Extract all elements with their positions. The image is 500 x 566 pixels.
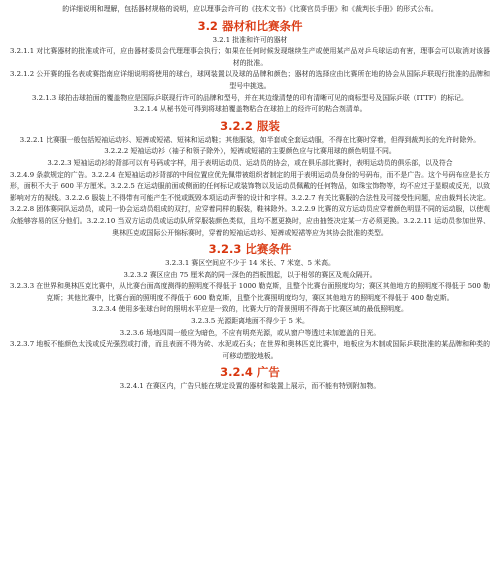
paragraph: 3.2.2.2 短袖运动衫（袖子和领子除外），短裤或短裙的主要颜色应与比赛用球的颜色明显不同。: [104, 147, 396, 156]
subheading-approved-equipment: 3.2.1 批准和许可的器材: [212, 35, 288, 44]
section-heading-advertising: 3.2.4 广告: [220, 365, 280, 380]
paragraph: 3.2.1.4 从秘书处可得到将球拍覆盖物粘合在球拍上的经许可的粘合剂清单。: [133, 105, 367, 114]
paragraph: 3.2.3.2 赛区应由 75 厘米高的同一深色的挡板围起，以于相邻的赛区及观众隔开。: [123, 270, 377, 279]
paragraph: 3.2.3.6 场地四周一般应为暗色，不应有明亮光源，或从窗户等透过未加遮盖的日光。: [119, 328, 381, 337]
paragraph: 3.2.4.9 条款规定的广告。3.2.2.4 在短袖运动衫背部的中间位置应优先佩带被组织者制定的用于表明运动员身份的号码布，而不是广告。这个号码布应是长方形，面积不大于 600 平方厘米。3.2.2.5 在运动服前面或侧面的任何标记或装饰物以及运动员佩戴的任何物品，如珠宝饰物等，均不应过于显眼或反光，以致影响对方的视线。3.2.2.6 服装上不得带有可能产生不悦或既毁本项运动声誉的设计和字样。3.2.2.7 有关比赛服的合法性及可接受性问题，应由裁判长决定。3.2.2.8 团体赛同队运动员，或同一协会运动员组成的双打，应穿着同样的服装，鞋袜除外。3.2.2.9 比赛的双方运动员应穿着颜色明显不同的运动服，以使观众能够容易的区分他们。3.2.2.10 当双方运动员或运动队所穿服装颜色类似，且均不愿更换时，应由抽签决定某一方必须更换。3.2.2.11 运动员参加世界、奥林匹克或国际公开锦标赛时，穿着的短袖运动衫、短裤或短裙等应为其协会批准的类型。: [10, 170, 490, 237]
paragraph: 3.2.4.1 在赛区内，广告只能在规定设置的器材和装置上展示，而不能有特别附加物。: [119, 382, 381, 391]
section-heading-equipment: 3.2 器材和比赛条件: [197, 18, 303, 33]
paragraph: 3.2.3.1 赛区空间应不少于 14 米长、7 米宽、5 米高。: [165, 259, 335, 268]
paragraph: 3.2.2.3 短袖运动衫的背部可以有号码或字样，用于表明运动员、运动员的协会，或在俱乐部比赛时，表明运动员的俱乐部，以及符合: [47, 158, 453, 167]
paragraph: 3.2.3.3 在世界和奥林匹克比赛中，从比赛台面高度测得的照明度不得低于 1000 勒克斯，且整个比赛台面照度均匀；赛区其他地方的照明度不得低于 500 勒克斯；其他比赛中，比赛台面的照明度不得低于 600 勒克斯，且整个比赛照明度均匀，赛区其他地方的照明度不得低于 400 勒克斯。: [10, 282, 490, 302]
section-heading-playing-conditions: 3.2.3 比赛条件: [208, 242, 292, 257]
paragraph: 3.2.3.7 地板不能颜色太浅或反光强烈或打滑，而且表面不得为砖、水泥或石头；在世界和奥林匹克比赛中，地板应为木制或国际乒联批准的某品牌和种类的可移动塑胶地板。: [10, 340, 490, 360]
paragraph: 3.2.1.1 对比赛器材的批准或许可，应由器材委员会代理理事会执行；如果在任何时候发现继续生产或使用某产品对乒乓球运动有害，理事会可以取消对该器材的批准。: [10, 47, 490, 67]
paragraph: 3.2.3.5 光源距离地面不得少于 5 米。: [191, 317, 309, 326]
paragraph: 3.2.3.4 使用多张球台时的照明水平应是一致的，比赛大厅的背景照明不得高于比赛区域的最低照明度。: [92, 305, 408, 314]
paragraph: 3.2.2.1 比赛服一般包括短袖运动衫、短裤或短裙、短袜和运动鞋；其他服装，如半套或全套运动服，不得在比赛时穿着，但得到裁判长的允许时除外。: [19, 135, 481, 144]
intro-paragraph: 的详细说明和理解，包括器材规格的说明，应以理事会许可的《技术文书》《比赛官员手册》和《裁判长手册》的形式公布。: [62, 5, 438, 13]
section-heading-clothing: 3.2.2 服装: [220, 118, 280, 133]
paragraph: 3.2.1.2 公开赛的报名表或赛指南应详细说明将使用的球台，球网装置以及球的品牌和颜色；器材的选择应由比赛所在地的协会从国际乒联现行批准的品牌和型号中挑选。: [10, 70, 490, 90]
paragraph: 3.2.1.3 球拍击球拍面的覆盖物应是国际乒联现行许可的品牌和型号，并在其边缘清楚的印有清晰可见的商标型号及国际乒联（ITTF）的标记。: [32, 93, 468, 102]
